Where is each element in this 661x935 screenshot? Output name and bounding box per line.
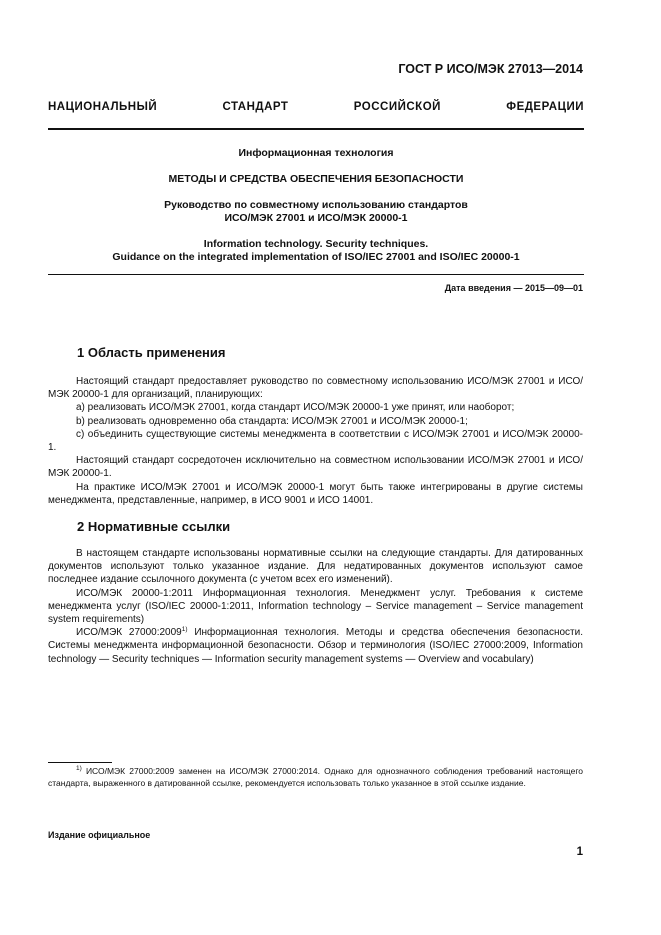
title-line-1: Информационная технология — [238, 147, 394, 159]
footnote-divider — [48, 762, 112, 763]
reference-title: Информационная технология. Методы и средства обеспечения безопасности. Системы менеджмента информационной безопасности. Обзор и терминология (ISO/IEC 27000:2009, Information technology — Security techniques — Information security management systems — Overview and vocabulary) — [48, 627, 584, 665]
paragraph: На практике ИСО/МЭК 27001 и ИСО/МЭК 20000-1 могут быть также интегрированы в другие системы менеджмента, представленные, например, в ИСО 9001 и ИСО 14001. — [48, 481, 583, 506]
title-line-3b: ИСО/МЭК 27001 и ИСО/МЭК 20000-1 — [224, 211, 408, 224]
list-item: a) реализовать ИСО/МЭК 27001, когда стандарт ИСО/МЭК 20000-1 уже принят, или наоборот; — [76, 402, 515, 414]
section-2-heading: 2 Нормативные ссылки — [77, 519, 231, 534]
list-item: b) реализовать одновременно оба стандарта: ИСО/МЭК 27001 и ИСО/МЭК 20000-1; — [76, 415, 468, 427]
footnote-marker: 1) — [76, 765, 82, 772]
edition-label: Издание официальное — [48, 830, 151, 840]
normative-reference — [48, 626, 583, 666]
title-divider — [48, 274, 584, 275]
english-title-b: Guidance on the integrated implementation of ISO/IEC 27001 and ISO/IEC 20000-1 — [112, 250, 520, 263]
title-line-2: МЕТОДЫ И СРЕДСТВА ОБЕСПЕЧЕНИЯ БЕЗОПАСНОСТИ — [168, 173, 464, 185]
title-line-3 — [48, 199, 584, 224]
page-number: 1 — [576, 846, 583, 858]
english-title-a: Information technology. Security techniques. — [203, 238, 429, 250]
footnote-marker: 1) — [181, 626, 188, 634]
header-divider — [48, 128, 584, 130]
title-line-3a: Руководство по совместному использованию стандартов — [164, 199, 468, 211]
reference-code: ИСО/МЭК 27000:2009 — [76, 627, 182, 639]
footnote — [48, 766, 583, 789]
paragraph: Настоящий стандарт сосредоточен исключительно на совместном использовании ИСО/МЭК 27001 и ИСО/МЭК 20000-1. — [48, 455, 583, 480]
section-1-heading: 1 Область применения — [77, 345, 226, 360]
national-standard-banner: НАЦИОНАЛЬНЫЙ СТАНДАРТ РОССИЙСКОЙ ФЕДЕРАЦИИ — [48, 101, 584, 113]
document-code: ГОСТ Р ИСО/МЭК 27013—2014 — [398, 62, 583, 76]
normative-reference: ИСО/МЭК 20000-1:2011 Информационная технология. Менеджмент услуг. Требования к системе менеджмента услуг (ISO/IEC 20000-1:2011, Information technology – Service management – Service management system requirements) — [48, 587, 583, 626]
section-1-body — [48, 375, 583, 507]
list-item: c) объединить существующие системы менеджмента в соответствии с ИСО/МЭК 27001 и ИСО/МЭК 20000-1. — [48, 428, 583, 454]
paragraph: В настоящем стандарте использованы нормативные ссылки на следующие стандарты. Для датированных документов используют только указанное издание. Для недатированных документов используют самое последнее издание ссылочного документа (с учетом всех его изменений). — [48, 548, 583, 586]
footnote-text: ИСО/МЭК 27000:2009 заменен на ИСО/МЭК 27000:2014. Однако для однозначного соблюдения требований настоящего стандарта, выраженного в датированной ссылке, рекомендуется использовать только указанное в этой ссылке издание. — [48, 766, 583, 788]
paragraph: Настоящий стандарт предоставляет руководство по совместному использованию ИСО/МЭК 27001 и ИСО/МЭК 20000-1 для организаций, планирующих: — [48, 376, 583, 401]
section-2-body — [48, 547, 583, 666]
introduction-date: Дата введения — 2015—09—01 — [444, 283, 583, 293]
english-title — [48, 238, 584, 263]
